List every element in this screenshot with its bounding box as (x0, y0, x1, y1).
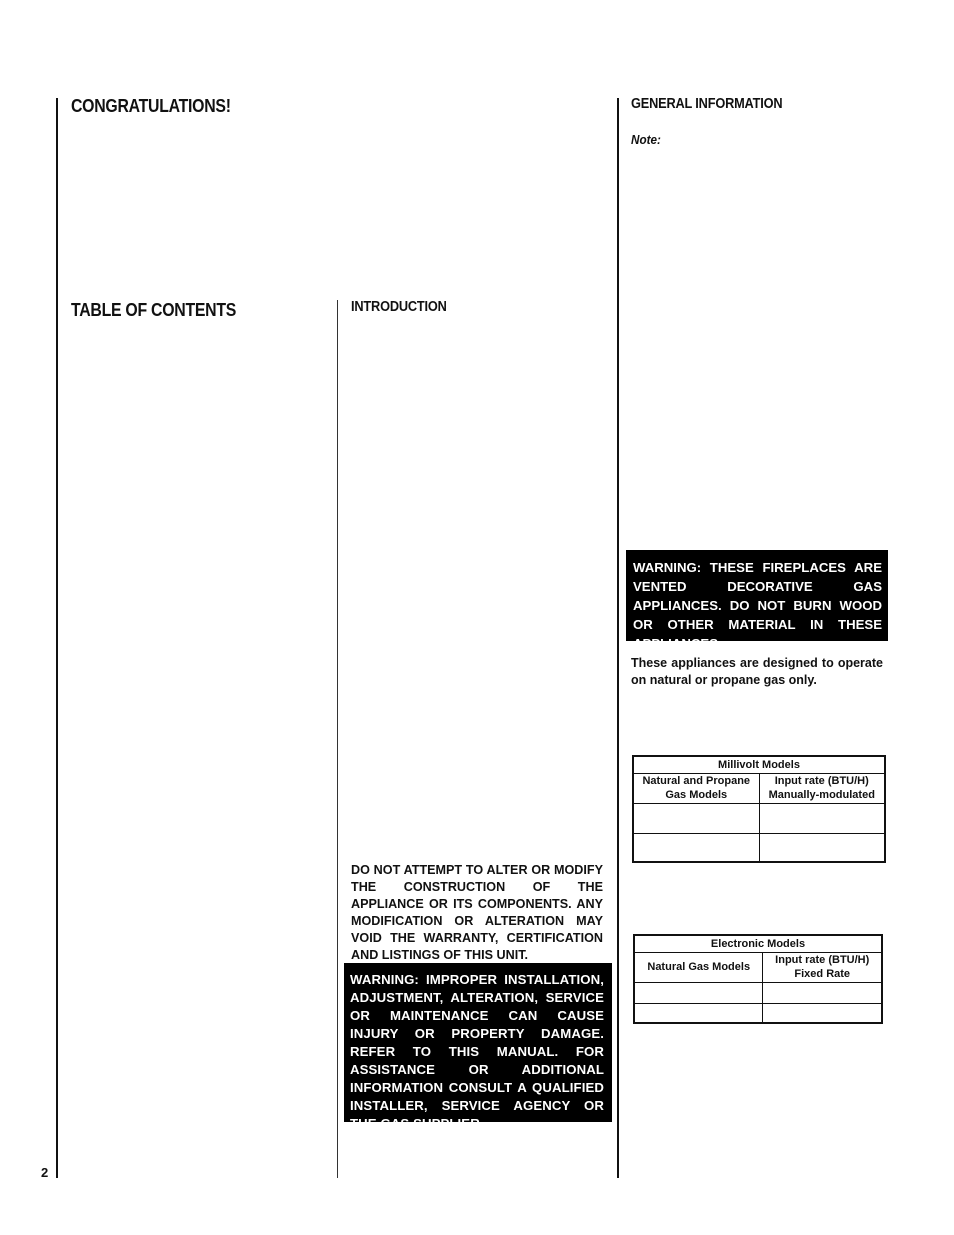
fireplace-warning-text: WARNING: THESE FIREPLACES ARE VENTED DECORATIVE GAS APPLIANCES. DO NOT BURN WOOD OR OTHER MATERIAL IN THESE APPLIANCES. (633, 560, 882, 651)
millivolt-table-title: Millivolt Models (633, 756, 885, 773)
millivolt-row2-rate (759, 833, 885, 862)
millivolt-header-input-rate-line1: Input rate (BTU/H) (774, 775, 869, 787)
page-number: 2 (41, 1165, 49, 1180)
gas-type-statement: These appliances are designed to operate on natural or propane gas only. (631, 656, 883, 687)
millivolt-header-models-line2: Gas Models (665, 789, 728, 801)
millivolt-header-input-rate (759, 773, 885, 803)
introduction-heading: INTRODUCTION (351, 299, 447, 315)
millivolt-row1-model (633, 803, 759, 833)
electronic-row1-rate (763, 982, 882, 1003)
millivolt-row2-model (633, 833, 759, 862)
electronic-header-input-rate-line2: Fixed Rate (794, 968, 851, 980)
millivolt-models-table (632, 755, 886, 863)
millivolt-header-input-rate-line2: Manually-modulated (768, 789, 875, 801)
electronic-table-title: Electronic Models (634, 935, 882, 952)
table-of-contents-heading: TABLE OF CONTENTS (71, 300, 237, 320)
electronic-row2-rate (763, 1003, 882, 1023)
millivolt-header-models (633, 773, 759, 803)
electronic-row2-model (634, 1003, 763, 1023)
electronic-header-input-rate (763, 952, 882, 982)
fireplace-warning-box (626, 550, 888, 651)
electronic-models-table (633, 934, 883, 1024)
millivolt-row1-rate (759, 803, 885, 833)
general-information-heading: GENERAL INFORMATION (631, 96, 783, 112)
modification-caution: DO NOT ATTEMPT TO ALTER OR MODIFY THE CONSTRUCTION OF THE APPLIANCE OR ITS COMPONENTS. ANY MODIFICATION OR ALTERATION MAY VOID THE WARRANTY, CERTIFICATION AND LISTINGS OF THIS UNIT. (351, 863, 603, 962)
electronic-header-input-rate-line1: Input rate (BTU/H) (775, 954, 870, 966)
congratulations-heading: CONGRATULATIONS! (71, 96, 231, 116)
installation-warning-box (344, 963, 612, 1131)
electronic-row1-model (634, 982, 763, 1003)
note-label: Note: (631, 132, 661, 147)
electronic-header-models: Natural Gas Models (634, 952, 763, 982)
column-divider-right (617, 98, 619, 1178)
column-divider-middle (337, 300, 338, 1178)
left-margin-rule (56, 98, 58, 1178)
millivolt-header-models-line1: Natural and Propane (642, 775, 751, 787)
installation-warning-text: WARNING: IMPROPER INSTALLATION, ADJUSTMENT, ALTERATION, SERVICE OR MAINTENANCE CAN CAUSE INJURY OR PROPERTY DAMAGE. REFER TO THIS MANUAL. FOR ASSISTANCE OR ADDITIONAL INFORMATION CONSULT A QUALIFIED INSTALLER, SERVICE AGENCY OR THE GAS SUPPLIER. (350, 972, 604, 1131)
